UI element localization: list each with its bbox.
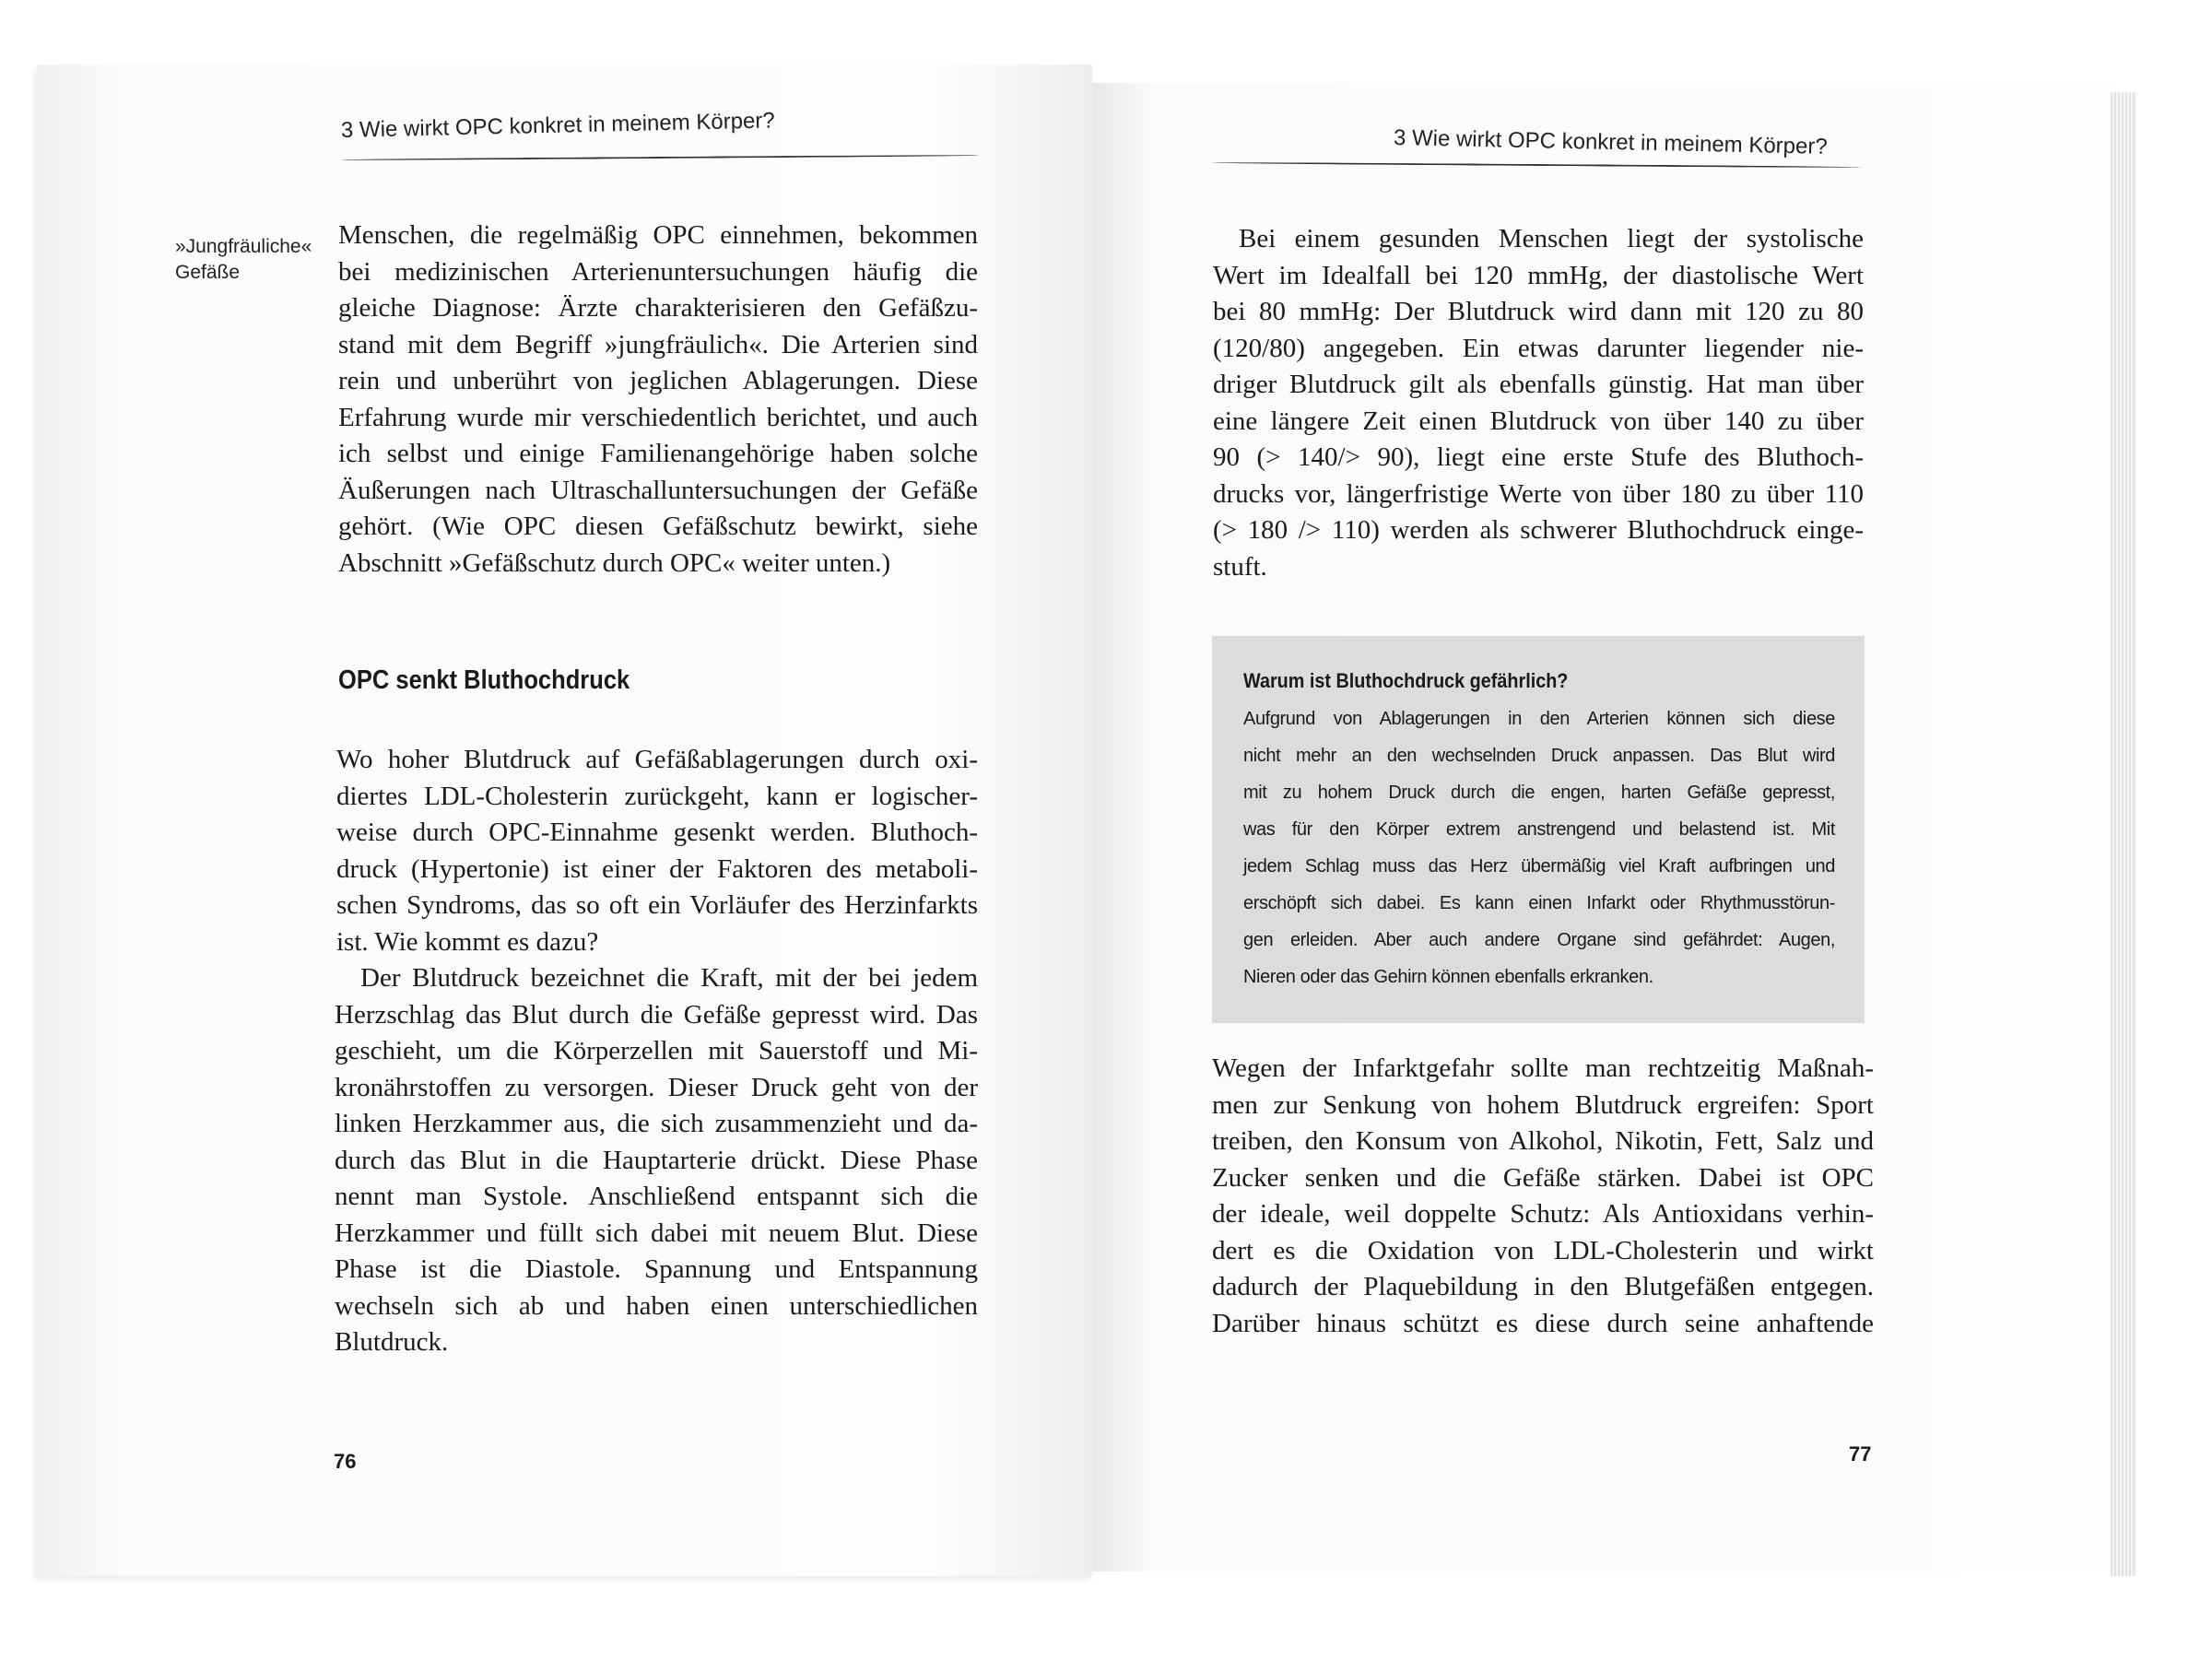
text-line: was für den Körper extrem anstrengend und belastend ist. Mit	[1243, 819, 1835, 840]
text-line: nicht mehr an den wechselnden Druck anpassen. Das Blut wird	[1243, 746, 1835, 766]
text-line: bei 80 mmHg: Der Blutdruck wird dann mit 120 zu 80	[1213, 297, 1864, 326]
text-line: Darüber hinaus schützt es diese durch seine anhaftende	[1212, 1308, 1874, 1338]
page-stack-edge	[2111, 92, 2136, 1576]
text-line: mit zu hohem Druck durch die engen, harten Gefäße gepresst,	[1243, 783, 1835, 803]
text-line: Bei einem gesunden Menschen liegt der systolische	[1239, 224, 1864, 253]
text-line: ich selbst und einige Familienangehörige haben solche	[338, 439, 978, 468]
text-line: ist. Wie kommt es dazu?	[336, 926, 599, 957]
text-line: Herzschlag das Blut durch die Gefäße gepresst wird. Das	[335, 999, 978, 1030]
text-line: stuft.	[1213, 551, 1267, 582]
left-paragraph-3	[335, 960, 978, 1361]
text-line: linken Herzkammer aus, die sich zusammenzieht und da-	[335, 1109, 978, 1138]
text-line: Abschnitt »Gefäßschutz durch OPC« weiter unten.)	[338, 547, 891, 578]
text-line: gleiche Diagnose: Ärzte charakterisieren den Gefäßzu-	[338, 293, 978, 323]
section-heading: OPC senkt Bluthochdruck	[338, 665, 630, 695]
page-number-left: 76	[334, 1450, 357, 1473]
right-paragraph-2	[1212, 1051, 1874, 1342]
text-line: (120/80) angegeben. Ein etwas darunter liegender nie-	[1213, 333, 1864, 363]
margin-note	[175, 234, 312, 286]
text-line: men zur Senkung von hohem Blutdruck ergreifen: Sport	[1212, 1089, 1874, 1120]
text-line: treiben, den Konsum von Alkohol, Nikotin, Fett, Salz und	[1212, 1126, 1874, 1156]
text-line: diertes LDL-Cholesterin zurückgeht, kann er logischer-	[336, 781, 978, 811]
text-line: Phase ist die Diastole. Spannung und Entspannung	[335, 1254, 978, 1284]
right-paragraph-1	[1213, 221, 1864, 585]
text-line: geschieht, um die Körperzellen mit Sauerstoff und Mi-	[335, 1036, 978, 1065]
text-line: Wert im Idealfall bei 120 mmHg, der diastolische Wert	[1213, 260, 1864, 290]
text-line: eine längere Zeit einen Blutdruck von über 140 zu über	[1213, 406, 1864, 436]
text-line: Äußerungen nach Ultraschalluntersuchungen der Gefäße	[338, 475, 978, 505]
text-line: kronährstoffen zu versorgen. Dieser Druck geht von der	[335, 1072, 978, 1102]
text-line: Nieren oder das Gehirn können ebenfalls erkranken.	[1243, 967, 1653, 987]
text-line: drucks vor, längerfristige Werte von über 180 zu über 110	[1213, 478, 1864, 509]
text-line: erschöpft sich dabei. Es kann einen Infarkt oder Rhythmusstörun-	[1243, 893, 1835, 913]
info-box	[1212, 636, 1865, 1023]
text-line: Menschen, die regelmäßig OPC einnehmen, bekommen	[338, 220, 978, 250]
text-line: der ideale, weil doppelte Schutz: Als Antioxidans verhin-	[1212, 1199, 1874, 1229]
text-line: jedem Schlag muss das Herz übermäßig viel Kraft aufbringen und	[1243, 856, 1835, 877]
running-head-right: 3 Wie wirkt OPC konkret in meinem Körper?	[1393, 125, 1829, 159]
text-line: wechseln sich ab und haben einen unterschiedlichen	[335, 1290, 978, 1321]
text-line: Wegen der Infarktgefahr sollte man rechtzeitig Maßnah-	[1212, 1053, 1874, 1083]
text-line: durch das Blut in die Hauptarterie drückt. Diese Phase	[335, 1145, 978, 1175]
text-line: Der Blutdruck bezeichnet die Kraft, mit der bei jedem	[360, 963, 978, 993]
text-line: schen Syndroms, das so oft ein Vorläufer des Herzinfarkts	[336, 890, 978, 920]
text-line: stand mit dem Begriff »jungfräulich«. Die Arterien sind	[338, 329, 978, 359]
margin-note-line: »Jungfräuliche«	[175, 236, 312, 257]
text-line: gehört. (Wie OPC diesen Gefäßschutz bewirkt, siehe	[338, 512, 978, 541]
text-line: 90 (> 140/> 90), liegt eine erste Stufe des Bluthoch-	[1213, 442, 1864, 472]
left-paragraph-2	[336, 742, 978, 960]
text-line: dadurch der Plaquebildung in den Blutgefäßen entgegen.	[1212, 1272, 1874, 1301]
text-line: Erfahrung wurde mir verschiedentlich berichtet, und auch	[338, 402, 978, 432]
text-line: Zucker senken und die Gefäße stärken. Dabei ist OPC	[1212, 1162, 1874, 1193]
text-line: weise durch OPC-Einnahme gesenkt werden. Bluthoch-	[336, 818, 978, 847]
margin-note-line: Gefäße	[175, 262, 241, 283]
text-line: driger Blutdruck gilt als ebenfalls günstig. Hat man über	[1213, 370, 1864, 399]
text-line: Herzkammer und füllt sich dabei mit neuem Blut. Diese	[335, 1218, 978, 1248]
text-line: druck (Hypertonie) ist einer der Faktoren des metaboli-	[336, 853, 978, 884]
info-box-title: Warum ist Bluthochdruck gefährlich?	[1243, 669, 1569, 692]
text-line: Aufgrund von Ablagerungen in den Arterien können sich diese	[1243, 709, 1835, 729]
text-line: bei medizinischen Arterienuntersuchungen häufig die	[338, 256, 978, 287]
text-line: gen erleiden. Aber auch andere Organe sind gefährdet: Augen,	[1243, 930, 1835, 950]
text-line: Blutdruck.	[335, 1327, 449, 1357]
text-line: Wo hoher Blutdruck auf Gefäßablagerungen durch oxi-	[336, 745, 978, 774]
page-number-right: 77	[1849, 1442, 1872, 1465]
text-line: nennt man Systole. Anschließend entspannt sich die	[335, 1182, 978, 1211]
text-line: (> 180 /> 110) werden als schwerer Bluthochdruck einge-	[1213, 515, 1864, 545]
text-line: rein und unberührt von jeglichen Ablagerungen. Diese	[338, 366, 978, 395]
info-box-text	[1243, 700, 1835, 995]
left-paragraph-1	[338, 218, 978, 582]
text-line: dert es die Oxidation von LDL-Cholesterin und wirkt	[1212, 1235, 1874, 1265]
running-head-left: 3 Wie wirkt OPC konkret in meinem Körper?	[340, 108, 775, 143]
